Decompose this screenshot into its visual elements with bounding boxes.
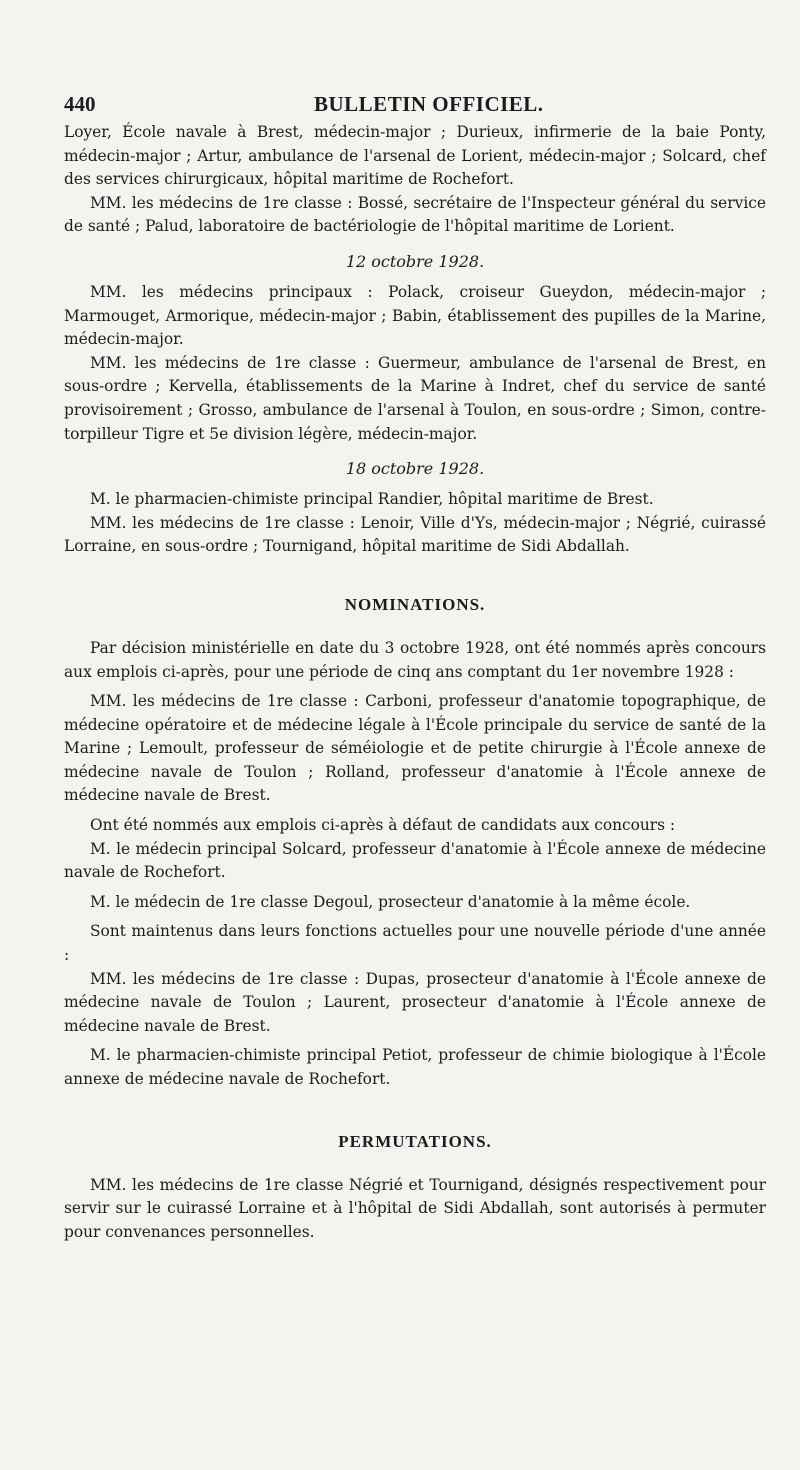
- page-number: 440: [64, 92, 96, 116]
- date-heading-2: 18 octobre 1928.: [345, 459, 485, 479]
- paragraph-15: MM. les médecins de 1re classe Négrié et Tournigand, désignés respectivement pour servir sur le cuirassé Lorraine et à l'hôpital de Sidi Abdallah, sont autorisés à permuter pour convenances personnelles.: [64, 1175, 766, 1241]
- section-title-permutations: PERMUTATIONS.: [338, 1131, 492, 1151]
- paragraph-14: M. le pharmacien-chimiste principal Petiot, professeur de chimie biologique à l'École annexe de médecine navale de Rochefort.: [64, 1046, 766, 1088]
- paragraph-8: MM. les médecins de 1re classe : Carboni, professeur d'anatomie topographique, de médecine opératoire et de médecine légale à l'École principale du service de santé de la Marine ; Lemoult, professeur de séméiologie et de petite chirurgie à l'École annexe de médecine navale de Toulon ; Rolland, professeur d'anatomie à l'École annexe de médecine navale de Brest.: [64, 692, 766, 805]
- paragraph-4: MM. les médecins de 1re classe : Guermeur, ambulance de l'arsenal de Brest, en sous-ordre ; Kervella, établissements de la Marine à Indret, chef du service de santé provisoirement ; Grosso, ambulance de l'arsenal à Toulon, en sous-ordre ; Simon, contre-torpilleur Tigre et 5e division légère, médecin-major.: [64, 353, 766, 443]
- paragraph-12: Sont maintenus dans leurs fonctions actuelles pour une nouvelle période d'une année :: [64, 922, 766, 965]
- page-header: [64, 92, 766, 117]
- paragraph-3: MM. les médecins principaux : Polack, croiseur Gueydon, médecin-major ; Marmouget, Armorique, médecin-major ; Babin, établissement des pupilles de la Marine, médecin-major.: [64, 282, 766, 349]
- section-title-nominations: NOMINATIONS.: [344, 594, 486, 614]
- paragraph-13: MM. les médecins de 1re classe : Dupas, prosecteur d'anatomie à l'École annexe de médecine navale de Toulon ; Laurent, prosecteur d'anatomie à l'École annexe de médecine navale de Brest.: [64, 969, 766, 1035]
- running-title: BULLETIN OFFICIEL.: [314, 92, 544, 116]
- paragraph-2: MM. les médecins de 1re classe : Bossé, secrétaire de l'Inspecteur général du service de santé ; Palud, laboratoire de bactériologie de l'hôpital maritime de Lorient.: [64, 193, 766, 236]
- paragraph-1: Loyer, École navale à Brest, médecin-major ; Durieux, infirmerie de la baie Ponty, médecin-major ; Artur, ambulance de l'arsenal de Lorient, médecin-major ; Solcard, chef des services chirurgicaux, hôpital maritime de Rochefort.: [64, 123, 766, 189]
- date-heading-1: 12 octobre 1928.: [345, 251, 485, 271]
- paragraph-9: Ont été nommés aux emplois ci-après à défaut de candidats aux concours :: [90, 816, 676, 835]
- paragraph-5: M. le pharmacien-chimiste principal Randier, hôpital maritime de Brest.: [90, 490, 654, 509]
- paragraph-10: M. le médecin principal Solcard, professeur d'anatomie à l'École annexe de médecine navale de Rochefort.: [64, 839, 766, 882]
- paragraph-7: Par décision ministérielle en date du 3 octobre 1928, ont été nommés après concours aux emplois ci-après, pour une période de cinq ans comptant du 1er novembre 1928 :: [64, 638, 766, 681]
- paragraph-11: M. le médecin de 1re classe Degoul, prosecteur d'anatomie à la même école.: [90, 892, 691, 911]
- paragraph-6: MM. les médecins de 1re classe : Lenoir, Ville d'Ys, médecin-major ; Négrié, cuirassé Lorraine, en sous-ordre ; Tournigand, hôpital maritime de Sidi Abdallah.: [64, 513, 766, 556]
